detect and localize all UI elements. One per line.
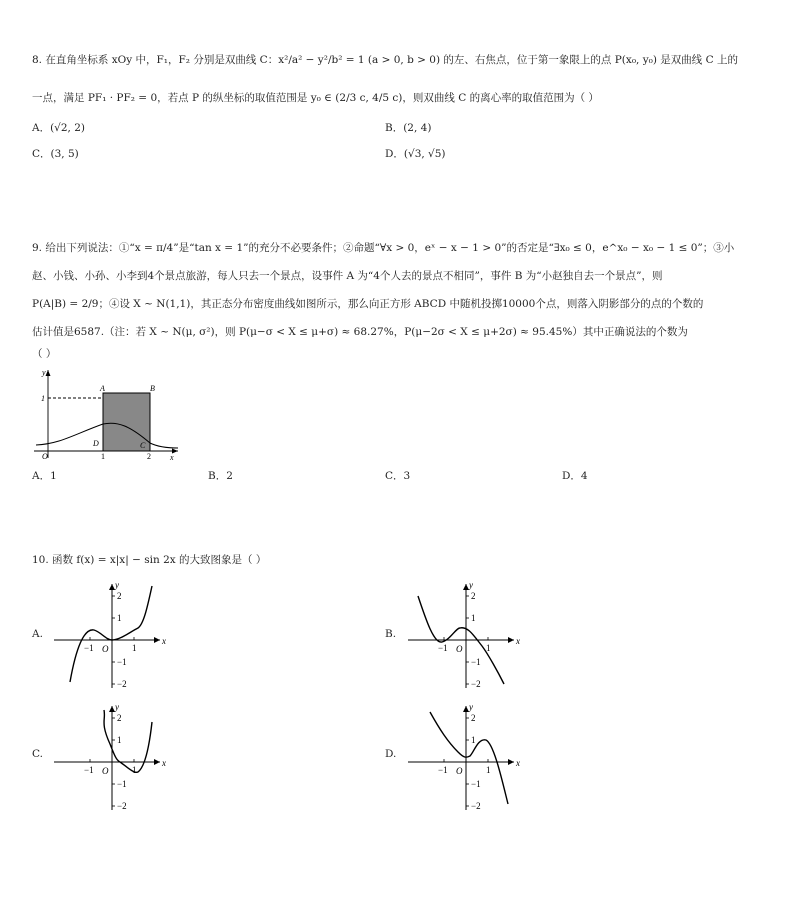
y-tick-neg2: −2 (117, 679, 127, 689)
x-axis-arrow (154, 759, 160, 765)
x-tick-neg1: −1 (438, 765, 448, 775)
x-tick-1: 1 (486, 643, 491, 653)
origin-label: O (456, 644, 463, 654)
y-tick-2: 2 (471, 713, 476, 723)
function-curve (70, 586, 152, 682)
y-tick-2: 2 (117, 591, 122, 601)
y-tick-1: 1 (471, 613, 476, 623)
q9-stem-line2: 赵、小钱、小孙、小李到4个景点旅游，每人只去一个景点，设事件 A 为“4个人去的景点不相同”，事件 B 为“小赵独自去一个景点”，则 (32, 270, 663, 282)
q10-graph-c (54, 700, 174, 812)
x-axis-label: x (162, 636, 166, 646)
x-axis-label: x (516, 758, 520, 768)
y-tick-2: 2 (471, 591, 476, 601)
y-tick-1: 1 (471, 735, 476, 745)
y-tick-neg2: −2 (117, 801, 127, 811)
x-axis-arrow (154, 637, 160, 643)
q10-stem: 10. 函数 f(x) = x|x| − sin 2x 的大致图象是（ ） (32, 554, 267, 566)
y-tick-neg1: −1 (117, 779, 127, 789)
q10-option-c-letter: C. (32, 748, 43, 760)
q8-option-d: D．(√3, √5) (385, 148, 446, 160)
y-axis-label: y (115, 580, 119, 590)
q8-option-c: C．(3, 5) (32, 148, 79, 160)
x-tick-neg1: −1 (438, 643, 448, 653)
fig-label-O: O (42, 452, 48, 461)
origin-label: O (102, 644, 109, 654)
q9-option-b: B．2 (208, 470, 233, 482)
y-tick-neg1: −1 (117, 657, 127, 667)
function-curve (104, 710, 152, 772)
fig-label-x: x (170, 453, 174, 462)
x-axis-label: x (162, 758, 166, 768)
fig-label-A: A (100, 384, 105, 393)
y-axis-label: y (115, 702, 119, 712)
q10-graph-b (408, 578, 528, 690)
q9-option-d: D．4 (562, 470, 588, 482)
y-tick-neg2: −2 (471, 679, 481, 689)
q8-stem-line2: 一点，满足 PF₁ · PF₂ = 0，若点 P 的纵坐标的取值范围是 y₀ ∈ (2/3 c, 4/5 c)，则双曲线 C 的离心率的取值范围为（ ） (32, 92, 599, 104)
y-tick-neg1: −1 (471, 657, 481, 667)
q9-stem-line3: P(A|B) = 2/9；④设 X ~ N(1,1)，其正态分布密度曲线如图所示，那么向正方形 ABCD 中随机投掷10000个点，则落入阴影部分的点的个数的 (32, 298, 704, 310)
x-axis-label: x (516, 636, 520, 646)
fig-label-B: B (150, 384, 155, 393)
y-tick-2: 2 (117, 713, 122, 723)
q10-option-b-letter: B. (385, 628, 397, 640)
y-tick-1: 1 (117, 735, 122, 745)
q10-option-d-letter: D. (385, 748, 397, 760)
x-tick-neg1: −1 (84, 643, 94, 653)
origin-label: O (456, 766, 463, 776)
x-axis-arrow (508, 637, 514, 643)
x-axis-arrow (508, 759, 514, 765)
q9-normal-curve-figure (30, 366, 190, 462)
x-tick-1: 1 (486, 765, 491, 775)
fig-label-one-x: 1 (101, 452, 105, 461)
q8-stem-line1: 8. 在直角坐标系 xOy 中，F₁，F₂ 分别是双曲线 C：x²/a² − y²/b² = 1 (a > 0, b > 0) 的左、右焦点，位于第一象限上的点 P(x₀, y₀) 是双曲线 C 上的 (32, 54, 738, 66)
y-tick-neg1: −1 (471, 779, 481, 789)
q9-stem-line5: （ ） (32, 348, 57, 360)
q9-option-a: A．1 (32, 470, 57, 482)
q8-option-b: B．(2, 4) (385, 122, 432, 134)
x-tick-1: 1 (132, 643, 137, 653)
y-tick-1: 1 (117, 613, 122, 623)
function-curve (430, 712, 508, 804)
q10-graph-d (408, 700, 528, 812)
fig-label-one-y: 1 (41, 394, 45, 403)
y-axis-label: y (469, 580, 473, 590)
fig-label-D: D (93, 439, 99, 448)
y-tick-neg2: −2 (471, 801, 481, 811)
fig-label-y: y (42, 368, 46, 377)
x-tick-neg1: −1 (84, 765, 94, 775)
origin-label: O (102, 766, 109, 776)
fig-label-two-x: 2 (147, 452, 151, 461)
fig-label-C: C (140, 441, 146, 450)
q9-option-c: C．3 (385, 470, 411, 482)
q9-stem-line1: 9. 给出下列说法：①“x = π/4”是“tan x = 1”的充分不必要条件；②命题“∀x > 0，eˣ − x − 1 > 0”的否定是“∃x₀ ≤ 0，e^x₀ − x₀ − 1 ≤ 0”；③小 (32, 242, 735, 254)
y-axis-label: y (469, 702, 473, 712)
q8-option-a: A．(√2, 2) (32, 122, 86, 134)
q9-stem-line4: 估计值是6587.（注：若 X ~ N(μ, σ²)，则 P(μ−σ < X ≤ μ+σ) ≈ 68.27%，P(μ−2σ < X ≤ μ+2σ) ≈ 95.45%）其中正确说法的个数为 (32, 326, 688, 338)
q10-graph-a (54, 578, 174, 690)
q10-option-a-letter: A. (32, 628, 43, 640)
x-tick-1: 1 (132, 765, 137, 775)
